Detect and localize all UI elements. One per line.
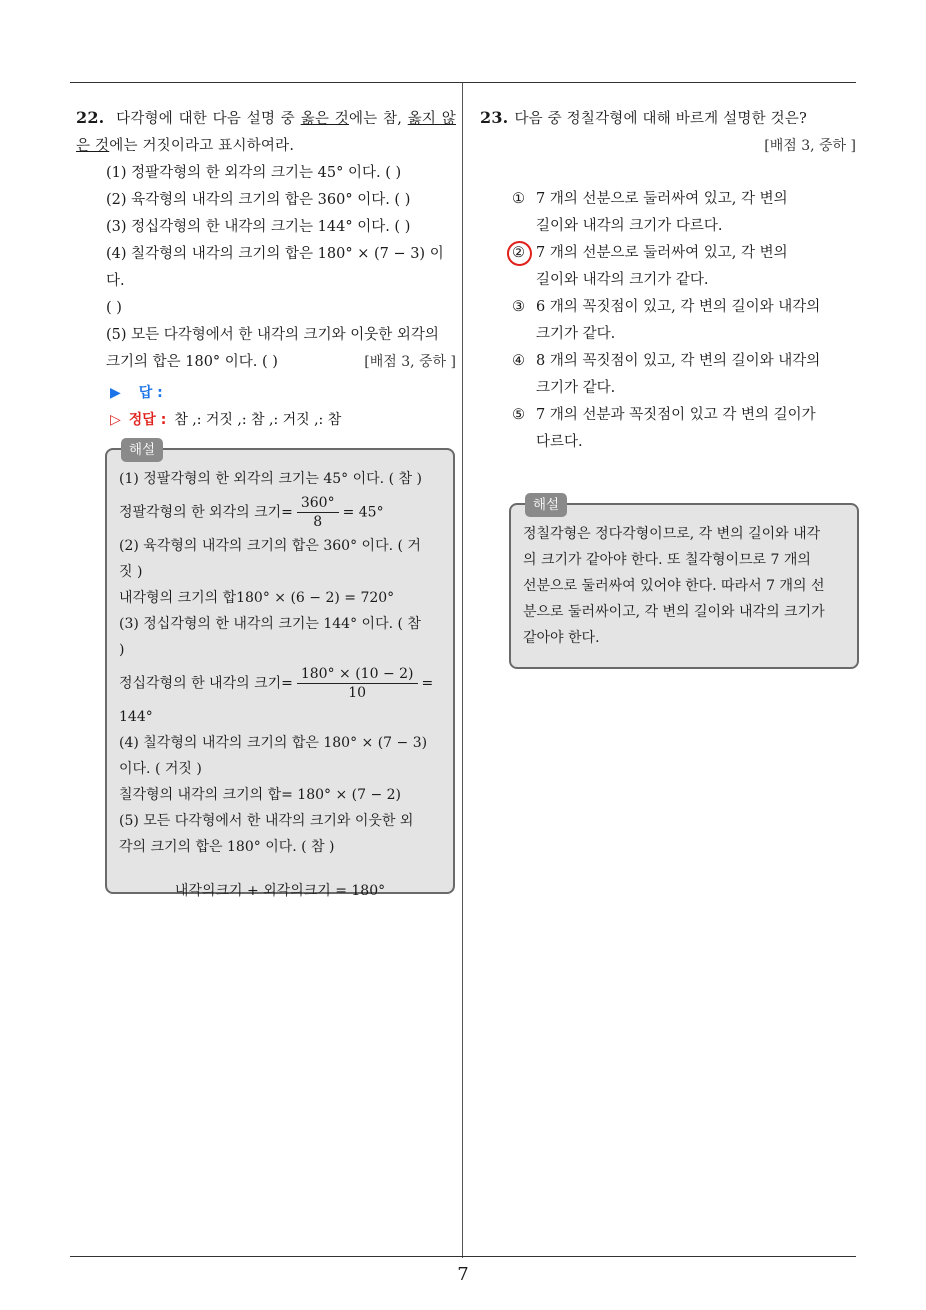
expl-line: (4) 칠각형의 내각의 크기의 합은 180° × (7 − 3) [119,735,428,751]
expl-line: 정칠각형은 정다각형이므로, 각 변의 길이와 내각 [523,526,821,542]
answer-label: 답 : [138,385,163,401]
option-line: 7 개의 선분과 꼭짓점이 있고 각 변의 길이가 [536,407,816,423]
q22-stem-underlined: 옳지 않은 것 [76,111,456,154]
fraction-denominator: 8 [313,514,323,530]
expl-line: 의 크기가 같아야 한다. 또 칠각형이므로 7 개의 [523,552,811,568]
q22-item: (4) 칠각형의 내각의 크기의 합은 180° × (7 − 3) 이다. [106,246,444,289]
option-marker: ② [512,245,525,261]
q22-stem-part: 에는 거짓이라고 표시하여라. [109,138,295,154]
q23-meta: [배점 3, 중하 ] [764,138,856,154]
q23-stem-text: 다음 중 정칠각형에 대해 바르게 설명한 것은? [514,111,807,127]
option-line: 크기가 같다. [536,380,616,396]
bottom-rule [70,1256,856,1257]
q22-explanation-body [107,450,453,914]
option-line: 6 개의 꼭짓점이 있고, 각 변의 길이와 내각의 [536,299,821,315]
q23-option-3[interactable] [480,294,856,348]
q23-option-5[interactable] [480,402,856,456]
expl-line: 선분으로 둘러싸여 있어야 한다. 따라서 7 개의 선 [523,578,825,594]
expl-line: 같아야 한다. [523,630,600,646]
expl-line: 각의 크기의 합은 180° 이다. ( 참 ) [119,839,335,855]
explanation-tag: 해설 [121,438,163,462]
expl-line: (1) 정팔각형의 한 외각의 크기는 45° 이다. ( 참 ) [119,471,422,487]
q22-stem-part: 다각형에 대한 다음 설명 중 [116,111,301,127]
q23-option-1[interactable] [480,186,856,240]
q22-item: ( ) [106,300,122,316]
q22-item: (1) 정팔각형의 한 외각의 크기는 45° 이다. ( ) [106,165,402,181]
q22-correct-row [76,407,456,434]
fraction-numerator: 180° × (10 − 2) [297,665,418,684]
expl-line: 내각형의 크기의 합180° × (6 − 2) = 720° [119,590,395,606]
expl-text: 정팔각형의 한 외각의 크기= [119,504,293,521]
expl-line: (5) 모든 다각형에서 한 내각의 크기와 이웃한 외 [119,813,414,829]
expl-text: 정십각형의 한 내각의 크기= [119,675,293,692]
expl-line: 짓 ) [119,564,143,580]
q22-stem-part: 에는 참, [348,111,408,127]
q22-stem [76,104,456,160]
q22-answer-row [76,380,456,407]
q22-meta: [배점 3, 중하 ] [364,354,456,370]
expl-line-fraction [119,494,441,531]
expl-line: 144° [119,709,153,725]
q23-explanation-box [509,497,859,669]
q22-number: 22. [76,108,105,127]
expl-line: (2) 육각형의 내각의 크기의 합은 360° 이다. ( 거 [119,538,421,554]
q22-item: 크기의 합은 180° 이다. ( ) [106,354,278,370]
expl-line: 이다. ( 거짓 ) [119,761,202,777]
page-number: 7 [457,1264,469,1285]
correct-arrow-icon: ▷ [110,412,121,428]
top-rule [70,82,856,83]
q23-stem [480,104,856,133]
q22-item-last [76,349,456,376]
option-line: 8 개의 꼭짓점이 있고, 각 변의 길이와 내각의 [536,353,821,369]
correct-label: 정답 : [128,412,167,428]
q22-explanation-box [105,442,455,899]
explanation-tag: 해설 [525,493,567,517]
option-line: 길이와 내각의 크기가 같다. [536,272,709,288]
column-divider [462,83,463,1258]
fraction-numerator: 360° [297,494,339,513]
expl-line-fraction [119,665,441,702]
q23-options [480,186,856,456]
expl-line: ) [119,642,125,658]
q22-stem-underlined: 옳은 것 [300,111,349,127]
option-line: 7 개의 선분으로 둘러싸여 있고, 각 변의 [536,245,788,261]
q22-item: (5) 모든 다각형에서 한 내각의 크기와 이웃한 외각의 [106,327,439,343]
expl-line: 칠각형의 내각의 크기의 합= 180° × (7 − 2) [119,787,402,803]
option-line: 길이와 내각의 크기가 다르다. [536,218,723,234]
q23-option-4[interactable] [480,348,856,402]
option-marker: ③ [512,299,525,315]
correct-value: 참 ,: 거짓 ,: 참 ,: 거짓 ,: 참 [174,412,342,428]
expl-text: = 45° [342,504,384,521]
fraction-denominator: 10 [348,685,367,701]
expl-line: 분으로 둘러싸이고, 각 변의 길이와 내각의 크기가 [523,604,825,620]
expl-text: = [421,675,434,692]
fraction [297,494,339,531]
expl-line-equation: 내각의크기 + 외각의크기 = 180° [174,883,386,899]
q23-number: 23. [480,108,509,127]
option-line: 크기가 같다. [536,326,616,342]
question-23 [480,104,856,456]
fraction [297,665,418,702]
q22-item: (2) 육각형의 내각의 크기의 합은 360° 이다. ( ) [106,192,411,208]
option-line: 7 개의 선분으로 둘러싸여 있고, 각 변의 [536,191,788,207]
option-line: 다르다. [536,434,583,450]
answer-arrow-icon: ▶ [110,385,121,401]
option-marker: ① [512,191,525,207]
q23-explanation-body [511,505,857,661]
q23-option-2[interactable] [480,240,856,294]
option-marker: ⑤ [512,407,525,423]
expl-line: (3) 정십각형의 한 내각의 크기는 144° 이다. ( 참 [119,616,421,632]
option-marker: ④ [512,353,525,369]
q22-item: (3) 정십각형의 한 내각의 크기는 144° 이다. ( ) [106,219,411,235]
question-22 [76,104,456,434]
